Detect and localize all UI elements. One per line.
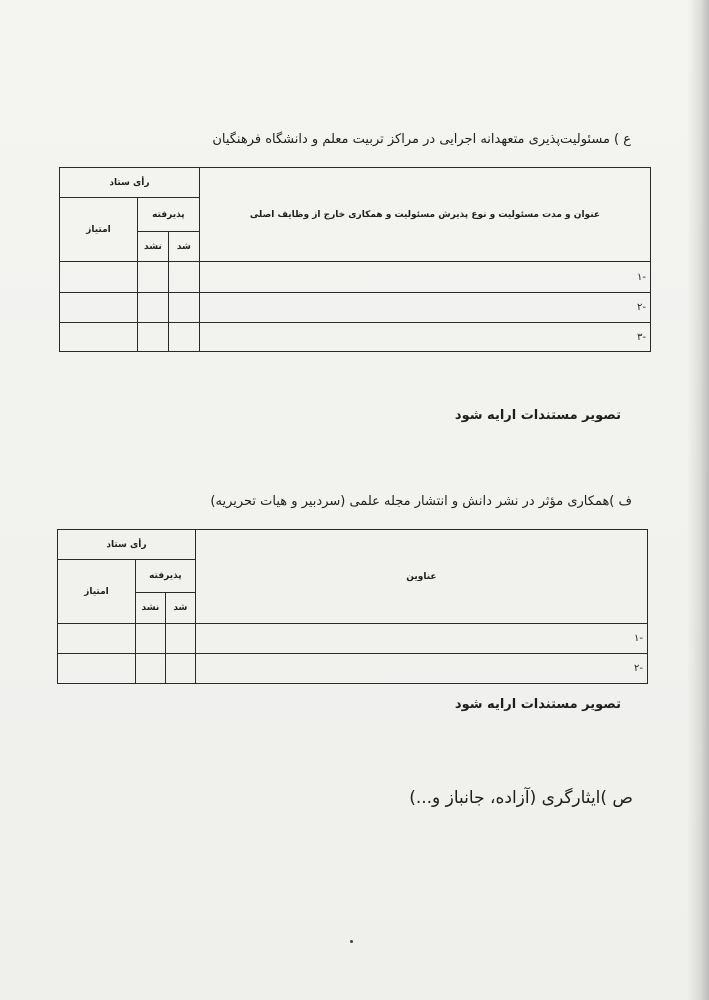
row-number: -۱ [195,624,647,654]
section-a-accepted: پذیرفته [137,198,199,232]
row-number: -۱ [199,262,650,293]
scan-edge-shadow [687,0,709,1000]
table-row [60,293,651,323]
section-a-note: تصویر مستندات ارایه شود [454,408,621,423]
score-cell[interactable] [60,293,138,323]
section-a-yes: شد [168,232,199,262]
section-b-note: تصویر مستندات ارایه شود [454,697,621,712]
no-cell[interactable] [135,654,165,684]
section-a-no: نشد [137,232,168,262]
no-cell[interactable] [137,293,168,323]
section-a-heading: ع ) مسئولیت‌پذیری متعهدانه اجرایی در مراکز تربیت معلم و دانشگاه فرهنگیان [212,132,631,147]
scan-speck [350,940,353,943]
table-row [58,624,648,654]
section-b-heading: ف )همکاری مؤثر در نشر دانش و انتشار مجله علمی (سردبیر و هیات تحریریه) [210,494,632,509]
table-row [58,654,648,684]
yes-cell[interactable] [168,323,199,352]
section-b-score: امتیاز [58,560,136,624]
score-cell[interactable] [58,624,136,654]
table-row [60,262,651,293]
section-b-staff-opinion: رأی ستاد [58,530,196,560]
row-number: -۳ [199,323,650,352]
section-b-main-header: عناوین [195,530,647,624]
section-a-main-header: عنوان و مدت مسئولیت و نوع پذیرش مسئولیت و همکاری خارج از وظایف اصلی [199,168,650,262]
no-cell[interactable] [135,624,165,654]
yes-cell[interactable] [165,654,195,684]
yes-cell[interactable] [168,262,199,293]
section-b-accepted: پذیرفته [135,560,195,593]
section-c-heading: ص )ایثارگری (آزاده، جانباز و...) [409,788,633,808]
table-row [60,323,651,352]
no-cell[interactable] [137,323,168,352]
section-a-table [59,167,651,352]
section-b-yes: شد [165,593,195,624]
score-cell[interactable] [60,323,138,352]
score-cell[interactable] [58,654,136,684]
yes-cell[interactable] [168,293,199,323]
section-b-table [57,529,648,684]
row-number: -۲ [195,654,647,684]
no-cell[interactable] [137,262,168,293]
row-number: -۲ [199,293,650,323]
section-b-no: نشد [135,593,165,624]
section-a-score: امتیاز [60,198,138,262]
score-cell[interactable] [60,262,138,293]
section-a-staff-opinion: رأی ستاد [60,168,200,198]
yes-cell[interactable] [165,624,195,654]
